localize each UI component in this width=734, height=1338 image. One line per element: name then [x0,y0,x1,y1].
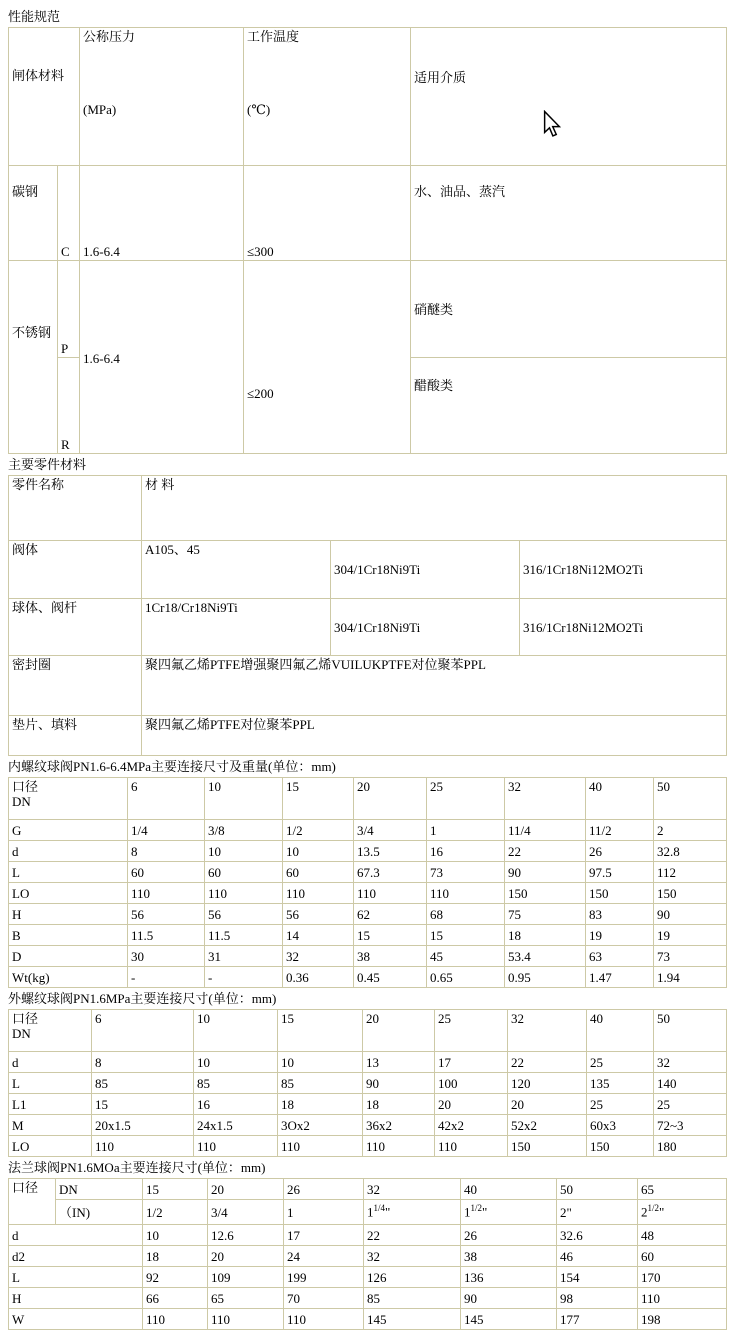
table-cell: 20x1.5 [92,1115,194,1136]
header-temperature-unit: (℃) [247,102,271,117]
table-cell: 90 [363,1073,435,1094]
table-row [9,1309,727,1330]
cell-carbon-temperature: ≤300 [244,166,411,261]
row-label: L [9,862,128,883]
table-cell: 68 [427,904,505,925]
corner-label [9,1010,92,1052]
table-cell: 97.5 [586,862,654,883]
table-cell: 3Ox2 [278,1115,363,1136]
table-row [9,1052,727,1073]
table-cell: 15 [283,778,354,820]
table-cell: 100 [435,1073,508,1094]
table-row [9,1246,727,1267]
table-cell: 110 [205,883,283,904]
header-temperature [244,28,411,166]
table-header-row [9,1179,727,1200]
table-cell: 90 [654,904,727,925]
table-cell: 36x2 [363,1115,435,1136]
table-cell: 0.65 [427,967,505,988]
table-cell: 90 [461,1288,557,1309]
cell-stainless-code-r: R [58,358,80,454]
table-row [9,166,727,261]
table-cell: 20 [208,1246,284,1267]
table-cell: 6 [92,1010,194,1052]
table-cell: 20 [363,1010,435,1052]
table-cell: 110 [208,1309,284,1330]
row-label: H [9,1288,143,1309]
table-header-row [9,778,727,820]
table-cell: 32 [364,1246,461,1267]
table-cell: 25 [654,1094,727,1115]
cell-carbon-code: C [58,166,80,261]
table-cell: 11/2 [586,820,654,841]
cell-stainless-temperature: ≤200 [244,261,411,454]
table-cell: 18 [505,925,586,946]
table-cell: 145 [461,1309,557,1330]
row-label: 球体、阀杆 [9,599,142,656]
table-cell: 38 [461,1246,557,1267]
flange-table [8,1178,727,1330]
table-row [9,946,727,967]
table-row [9,28,727,166]
dn-label: DN [56,1179,143,1200]
table-cell: 11/4 [505,820,586,841]
table-cell: 18 [143,1246,208,1267]
table-cell: - [205,967,283,988]
table-cell: 170 [638,1267,727,1288]
table-cell: 56 [283,904,354,925]
table-row [9,1267,727,1288]
table-cell: 50 [557,1179,638,1200]
table-cell: 10 [194,1010,278,1052]
table-cell: 26 [586,841,654,862]
table-cell: 40 [587,1010,654,1052]
row-label: B [9,925,128,946]
table-cell: 15 [354,925,427,946]
table-cell: 15 [278,1010,363,1052]
table-cell: 14 [283,925,354,946]
cell-stainless-medium-p: 硝醚类 [411,261,727,358]
table-cell: 56 [128,904,205,925]
table-cell: 150 [505,883,586,904]
header-temperature-label: 工作温度 [247,29,300,44]
table-row [9,476,727,541]
table-cell: 13.5 [354,841,427,862]
table-row [9,1136,727,1157]
header-pressure-label: 公称压力 [83,29,136,44]
table-cell: 26 [461,1225,557,1246]
table-cell: 10 [205,778,283,820]
table-cell: 65 [638,1179,727,1200]
table-cell: 1/2 [283,820,354,841]
row-label: H [9,904,128,925]
table-cell: 73 [654,946,727,967]
table-cell: 48 [638,1225,727,1246]
cell-carbon-medium: 水、油品、蒸汽 [411,166,727,261]
table-cell: 22 [364,1225,461,1246]
table-cell: 31 [205,946,283,967]
table-row [9,862,727,883]
table-cell: 13 [363,1052,435,1073]
cell-carbon-pressure: 1.6-6.4 [80,166,244,261]
header-material: 材 料 [142,476,727,541]
row-label: M [9,1115,92,1136]
corner-line1: 口径 [12,1011,39,1026]
part-materials-table [8,475,727,756]
row-label: LO [9,1136,92,1157]
row-label: L [9,1073,92,1094]
row-label: 阀体 [9,541,142,599]
table-cell: 112 [654,862,727,883]
table-row [9,883,727,904]
table-cell: 110 [427,883,505,904]
table-cell: 12.6 [208,1225,284,1246]
table-cell: 46 [557,1246,638,1267]
table-cell: 110 [638,1288,727,1309]
table-row [9,599,727,656]
table-row [9,261,727,358]
row-label: L [9,1267,143,1288]
table-cell: 109 [208,1267,284,1288]
table-cell: 32 [505,778,586,820]
table-cell: 32 [364,1179,461,1200]
table-row [9,1288,727,1309]
table-cell: 110 [92,1136,194,1157]
table-cell: 32 [654,1052,727,1073]
table-cell: 40 [461,1179,557,1200]
corner-label: 口径 [9,1179,56,1225]
table-cell: 32.6 [557,1225,638,1246]
table-row [9,1073,727,1094]
table-cell: 60 [128,862,205,883]
table-cell: 10 [143,1225,208,1246]
table-cell: 2 [654,820,727,841]
table-cell: 56 [205,904,283,925]
table-cell: 40 [586,778,654,820]
table-cell: 15 [143,1179,208,1200]
table-cell: 22 [505,841,586,862]
table-cell: 60 [638,1246,727,1267]
row-label: W [9,1309,143,1330]
table-cell: 180 [654,1136,727,1157]
table-cell: 62 [354,904,427,925]
table-cell: 150 [508,1136,587,1157]
table-cell: 10 [283,841,354,862]
table-cell: 15 [92,1094,194,1115]
table-cell: 20 [354,778,427,820]
table-row [9,716,727,756]
table-cell: 199 [284,1267,364,1288]
table-cell: 304/1Cr18Ni9Ti [331,599,520,656]
table-cell: 60 [283,862,354,883]
row-label: d [9,841,128,862]
table-cell: 110 [283,883,354,904]
table-cell: 140 [654,1073,727,1094]
table-cell: 66 [143,1288,208,1309]
table-cell: 316/1Cr18Ni12MO2Ti [520,599,727,656]
table-cell: 110 [363,1136,435,1157]
table-cell: 32 [508,1010,587,1052]
table-row [9,925,727,946]
table-cell: 0.95 [505,967,586,988]
table-cell: 11.5 [205,925,283,946]
mouse-cursor [543,110,561,138]
table-cell: 92 [143,1267,208,1288]
row-label: d [9,1225,143,1246]
cell-carbon-material: 碳钢 [9,166,58,261]
table-cell: 83 [586,904,654,925]
table-cell: - [128,967,205,988]
cell-stainless-material: 不锈钢 [9,261,58,454]
corner-label [9,778,128,820]
table-cell: 8 [92,1052,194,1073]
table-row [9,1225,727,1246]
table-cell: 316/1Cr18Ni12MO2Ti [520,541,727,599]
table-cell: 126 [364,1267,461,1288]
table-row [9,1094,727,1115]
table-cell: $2^{1/2}$" [638,1200,727,1225]
in-label: （IN) [56,1200,143,1225]
table-cell: 16 [194,1094,278,1115]
table-cell: 52x2 [508,1115,587,1136]
table-cell: 15 [427,925,505,946]
table-cell: 85 [194,1073,278,1094]
table-cell: 150 [654,883,727,904]
table-cell: $1^{1/4}$" [364,1200,461,1225]
table-cell: 0.36 [283,967,354,988]
row-label: L1 [9,1094,92,1115]
table-cell: 6 [128,778,205,820]
table-cell: 22 [508,1052,587,1073]
section-title-inner-thread: 内螺纹球阀PN1.6-6.4MPa主要连接尺寸及重量(单位：mm) [8,759,336,774]
table-cell: 11.5 [128,925,205,946]
table-row [9,541,727,599]
table-cell: 1.94 [654,967,727,988]
table-cell: 73 [427,862,505,883]
table-cell: 19 [586,925,654,946]
table-cell: 20 [435,1094,508,1115]
row-label: Wt(kg) [9,967,128,988]
table-cell: 17 [435,1052,508,1073]
table-row [9,904,727,925]
table-row [9,820,727,841]
table-cell: 25 [435,1010,508,1052]
cell-stainless-code-p: P [58,261,80,358]
table-cell: 10 [194,1052,278,1073]
table-cell: 136 [461,1267,557,1288]
table-cell: 1 [284,1200,364,1225]
header-medium: 适用介质 [411,28,727,166]
table-cell: 16 [427,841,505,862]
table-cell: 2" [557,1200,638,1225]
table-cell: 10 [205,841,283,862]
table-cell: 24x1.5 [194,1115,278,1136]
section-title-performance: 性能规范 [8,9,61,24]
table-cell: 38 [354,946,427,967]
section-title-flange: 法兰球阀PN1.6MOa主要连接尺寸(单位：mm) [8,1160,266,1175]
table-cell: 150 [586,883,654,904]
table-cell: 110 [435,1136,508,1157]
table-cell: A105、45 [142,541,331,599]
table-cell: 25 [587,1094,654,1115]
row-label: 密封圈 [9,656,142,716]
table-cell: 10 [278,1052,363,1073]
header-pressure-unit: (MPa) [83,102,117,117]
table-row [9,841,727,862]
table-header-row [9,1200,727,1225]
table-cell: 26 [284,1179,364,1200]
table-cell: 42x2 [435,1115,508,1136]
table-cell: 聚四氟乙烯PTFE对位聚苯PPL [142,716,727,756]
table-cell: 3/4 [208,1200,284,1225]
table-cell: 72~3 [654,1115,727,1136]
table-cell: 150 [587,1136,654,1157]
table-cell: 110 [143,1309,208,1330]
table-cell: 60 [205,862,283,883]
header-body-material: 闸体材料 [9,28,80,166]
table-cell: 1/4 [128,820,205,841]
table-cell: 110 [194,1136,278,1157]
table-cell: 70 [284,1288,364,1309]
table-cell: 1.47 [586,967,654,988]
table-cell: 1/2 [143,1200,208,1225]
table-cell: 53.4 [505,946,586,967]
table-cell: 18 [363,1094,435,1115]
section-title-materials: 主要零件材料 [8,457,87,472]
table-cell: $1^{1/2}$" [461,1200,557,1225]
table-cell: 3/8 [205,820,283,841]
table-cell: 120 [508,1073,587,1094]
table-cell: 24 [284,1246,364,1267]
table-cell: 聚四氟乙烯PTFE增强聚四氟乙烯VUILUKPTFE对位聚苯PPL [142,656,727,716]
row-label: 垫片、填料 [9,716,142,756]
table-row [9,656,727,716]
table-cell: 154 [557,1267,638,1288]
table-cell: 17 [284,1225,364,1246]
inner-thread-table [8,777,727,988]
row-label: LO [9,883,128,904]
table-cell: 110 [354,883,427,904]
table-cell: 145 [364,1309,461,1330]
table-cell: 198 [638,1309,727,1330]
corner-line2: DN [12,1026,31,1041]
table-cell: 1 [427,820,505,841]
row-label: d [9,1052,92,1073]
table-cell: 177 [557,1309,638,1330]
table-cell: 304/1Cr18Ni9Ti [331,541,520,599]
table-cell: 110 [284,1309,364,1330]
table-row [9,1115,727,1136]
table-header-row [9,1010,727,1052]
table-cell: 32 [283,946,354,967]
table-cell: 63 [586,946,654,967]
table-cell: 67.3 [354,862,427,883]
table-cell: 19 [654,925,727,946]
table-cell: 0.45 [354,967,427,988]
table-cell: 85 [364,1288,461,1309]
table-cell: 110 [278,1136,363,1157]
table-cell: 98 [557,1288,638,1309]
cell-stainless-medium-r: 醋酸类 [411,358,727,454]
header-part-name: 零件名称 [9,476,142,541]
table-cell: 32.8 [654,841,727,862]
table-cell: 25 [427,778,505,820]
table-cell: 110 [128,883,205,904]
table-cell: 135 [587,1073,654,1094]
row-label: D [9,946,128,967]
table-cell: 45 [427,946,505,967]
corner-line1: 口径 [12,779,39,794]
table-cell: 50 [654,1010,727,1052]
table-cell: 25 [587,1052,654,1073]
table-cell: 20 [208,1179,284,1200]
cell-stainless-pressure: 1.6-6.4 [80,261,244,454]
outer-thread-table [8,1009,727,1157]
table-cell: 85 [278,1073,363,1094]
table-cell: 90 [505,862,586,883]
section-title-outer-thread: 外螺纹球阀PN1.6MPa主要连接尺寸(单位：mm) [8,991,277,1006]
row-label: d2 [9,1246,143,1267]
header-pressure [80,28,244,166]
table-cell: 50 [654,778,727,820]
table-cell: 20 [508,1094,587,1115]
table-row [9,967,727,988]
performance-spec-table [8,27,727,454]
table-cell: 3/4 [354,820,427,841]
row-label: G [9,820,128,841]
table-cell: 30 [128,946,205,967]
corner-line2: DN [12,794,31,809]
table-cell: 65 [208,1288,284,1309]
table-cell: 85 [92,1073,194,1094]
table-cell: 60x3 [587,1115,654,1136]
table-cell: 75 [505,904,586,925]
table-cell: 18 [278,1094,363,1115]
table-cell: 1Cr18/Cr18Ni9Ti [142,599,331,656]
table-cell: 8 [128,841,205,862]
